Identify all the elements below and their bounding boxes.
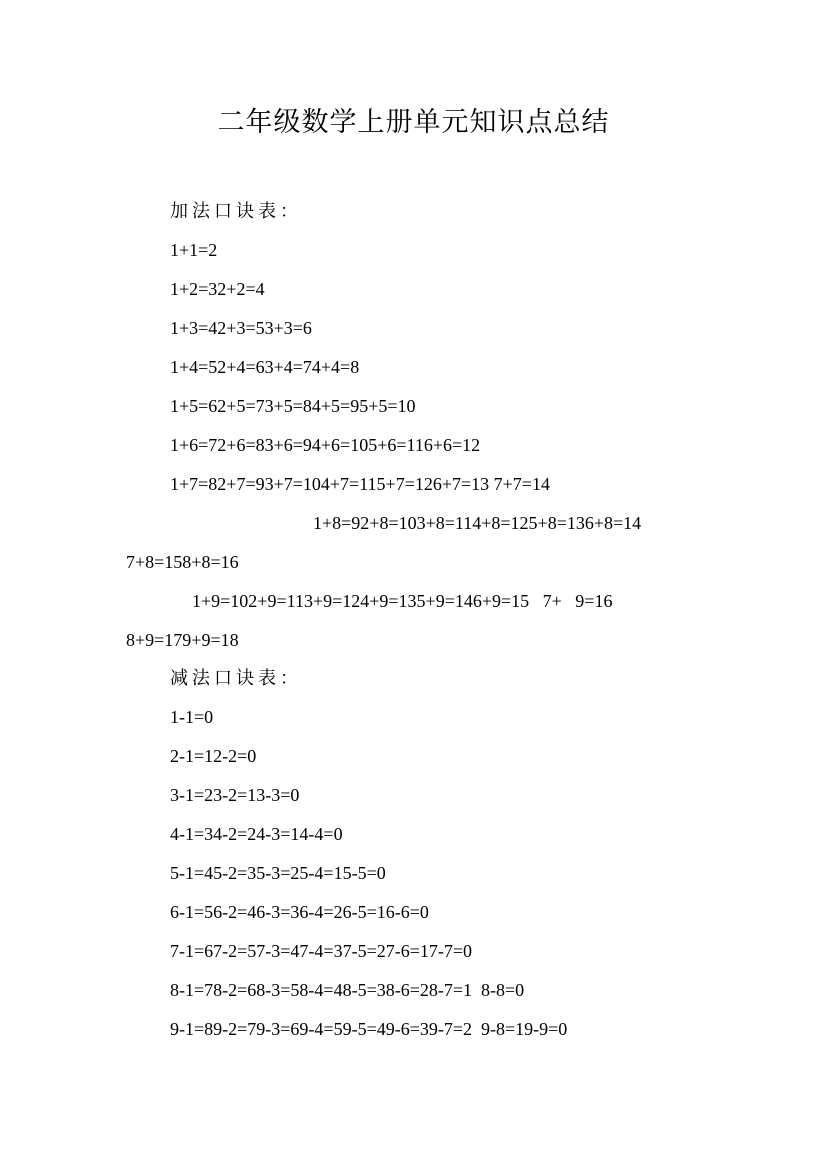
subtraction-line: 7-1=67-2=57-3=47-4=37-5=27-6=17-7=0 xyxy=(170,941,473,961)
addition-line: 1+2=32+2=4 xyxy=(170,279,265,299)
subtraction-line: 3-1=23-2=13-3=0 xyxy=(170,785,300,805)
subtraction-line: 4-1=34-2=24-3=14-4=0 xyxy=(170,824,343,844)
addition-line: 1+1=2 xyxy=(170,240,218,260)
addition-line: 8+9=179+9=18 xyxy=(126,630,239,650)
subtraction-heading: 减法口诀表： xyxy=(170,668,302,688)
addition-line: 1+3=42+3=53+3=6 xyxy=(170,318,312,338)
addition-line: 1+5=62+5=73+5=84+5=95+5=10 xyxy=(170,396,416,416)
subtraction-line: 8-1=78-2=68-3=58-4=48-5=38-6=28-7=1 8-8=0 xyxy=(170,980,525,1000)
addition-line: 1+6=72+6=83+6=94+6=105+6=116+6=12 xyxy=(170,435,481,455)
addition-line: 1+7=82+7=93+7=104+7=115+7=126+7=13 7+7=14 xyxy=(170,474,550,494)
addition-line: 1+8=92+8=103+8=114+8=125+8=136+8=14 xyxy=(313,513,642,533)
subtraction-line: 9-1=89-2=79-3=69-4=59-5=49-6=39-7=2 9-8=19-9=0 xyxy=(170,1019,568,1039)
subtraction-line: 5-1=45-2=35-3=25-4=15-5=0 xyxy=(170,863,386,883)
addition-line: 1+4=52+4=63+4=74+4=8 xyxy=(170,357,360,377)
addition-heading: 加法口诀表： xyxy=(170,201,302,221)
subtraction-line: 6-1=56-2=46-3=36-4=26-5=16-6=0 xyxy=(170,902,429,922)
addition-line: 7+8=158+8=16 xyxy=(126,552,239,572)
addition-line: 1+9=102+9=113+9=124+9=135+9=146+9=15 7+ 9=16 xyxy=(192,591,613,611)
subtraction-line: 2-1=12-2=0 xyxy=(170,746,257,766)
subtraction-line: 1-1=0 xyxy=(170,707,214,727)
page-title: 二年级数学上册单元知识点总结 xyxy=(217,107,610,138)
